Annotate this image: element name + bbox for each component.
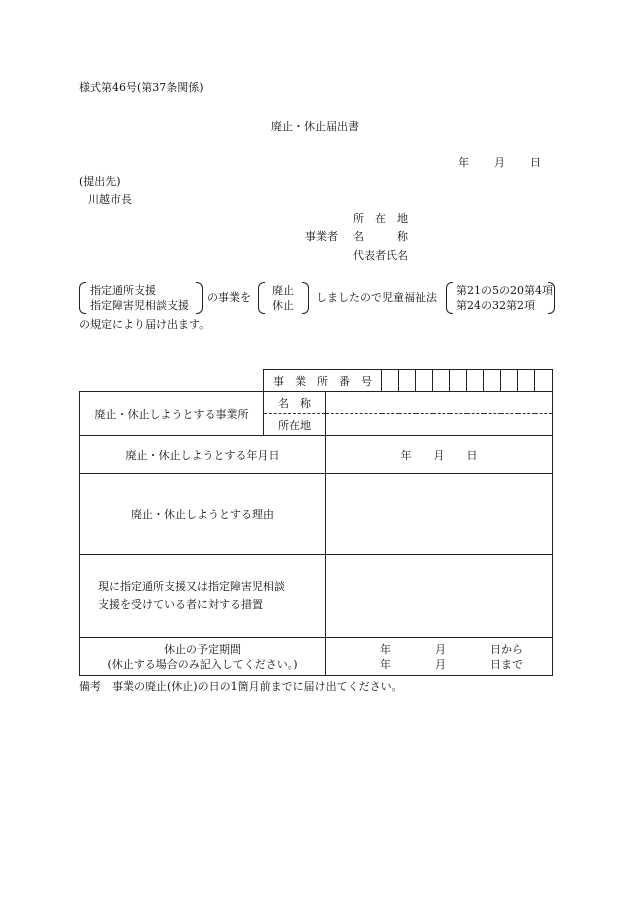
- period-value[interactable]: [326, 638, 553, 676]
- date-month-label: 月: [494, 156, 505, 169]
- period-label: [80, 638, 326, 676]
- period-label-line-1: 休止の予定期間: [164, 642, 241, 656]
- office-number-digit[interactable]: [450, 370, 467, 392]
- text-mid: しましたので児童福祉法: [316, 291, 437, 304]
- text-end: の規定により届け出ます。: [79, 318, 211, 331]
- reason-label: 廃止・休止しようとする理由: [80, 474, 326, 555]
- period-to: 年 月 日まで: [380, 657, 523, 671]
- office-number-digit[interactable]: [484, 370, 501, 392]
- service-option-2: 指定障害児相談支援: [90, 299, 189, 312]
- office-number-digit[interactable]: [535, 370, 553, 392]
- office-label: 廃止・休止しようとする事業所: [80, 392, 264, 436]
- office-number-digit[interactable]: [416, 370, 433, 392]
- date-label: 廃止・休止しようとする年月日: [80, 436, 326, 474]
- office-number-digit[interactable]: [467, 370, 484, 392]
- remarks-note: 備考 事業の廃止(休止)の日の1箇月前までに届け出てください。: [79, 680, 403, 693]
- date-year-label: 年: [458, 156, 469, 169]
- blank-corner: [80, 370, 264, 392]
- brace-close: [302, 282, 309, 314]
- action-option-suspend: 休止: [272, 299, 294, 312]
- office-address-input[interactable]: [326, 414, 553, 436]
- measures-label-line-1: 現に指定通所支援又は指定障害児相談: [98, 580, 285, 593]
- law-option-1: 第21の5の20第4項: [456, 284, 553, 297]
- office-number-digit[interactable]: [518, 370, 535, 392]
- office-number-digit[interactable]: [501, 370, 518, 392]
- operator-location-label: 所 在 地: [353, 212, 408, 225]
- text-business: の事業を: [207, 291, 251, 304]
- period-from: 年 月 日から: [380, 642, 523, 656]
- operator-name-label: 名 称: [353, 230, 408, 243]
- office-number-digit[interactable]: [399, 370, 416, 392]
- form-table: [79, 369, 553, 676]
- date-day-label: 日: [530, 156, 541, 169]
- brace-close: [548, 282, 555, 314]
- reason-input[interactable]: [326, 474, 553, 555]
- period-label-line-2: (休止する場合のみ記入してください。): [107, 657, 298, 671]
- brace-open: [446, 282, 453, 314]
- service-option-1: 指定通所支援: [90, 284, 156, 297]
- office-number-digit[interactable]: [433, 370, 450, 392]
- office-name-input[interactable]: [326, 392, 553, 414]
- measures-label: [80, 555, 326, 638]
- action-option-abolish: 廃止: [272, 284, 294, 297]
- measures-input[interactable]: [326, 555, 553, 638]
- law-option-2: 第24の32第2項: [456, 299, 535, 312]
- operator-representative-label: 代表者氏名: [353, 249, 408, 262]
- office-number-label: 事 業 所 番 号: [264, 370, 382, 392]
- office-name-label: 名 称: [264, 392, 326, 414]
- brace-open: [258, 282, 265, 314]
- form-number: 様式第46号(第37条関係): [79, 81, 204, 94]
- measures-label-line-2: 支援を受けている者に対する措置: [98, 598, 263, 611]
- operator-label: 事業者: [305, 230, 338, 243]
- addressee-label: (提出先): [79, 175, 121, 188]
- office-address-label: 所在地: [264, 414, 326, 436]
- brace-open: [79, 282, 86, 314]
- brace-close: [196, 282, 203, 314]
- office-number-digit[interactable]: [382, 370, 399, 392]
- page-title: 廃止・休止届出書: [271, 120, 359, 133]
- addressee-name: 川越市長: [88, 193, 132, 206]
- date-value[interactable]: 年 月 日: [326, 436, 553, 474]
